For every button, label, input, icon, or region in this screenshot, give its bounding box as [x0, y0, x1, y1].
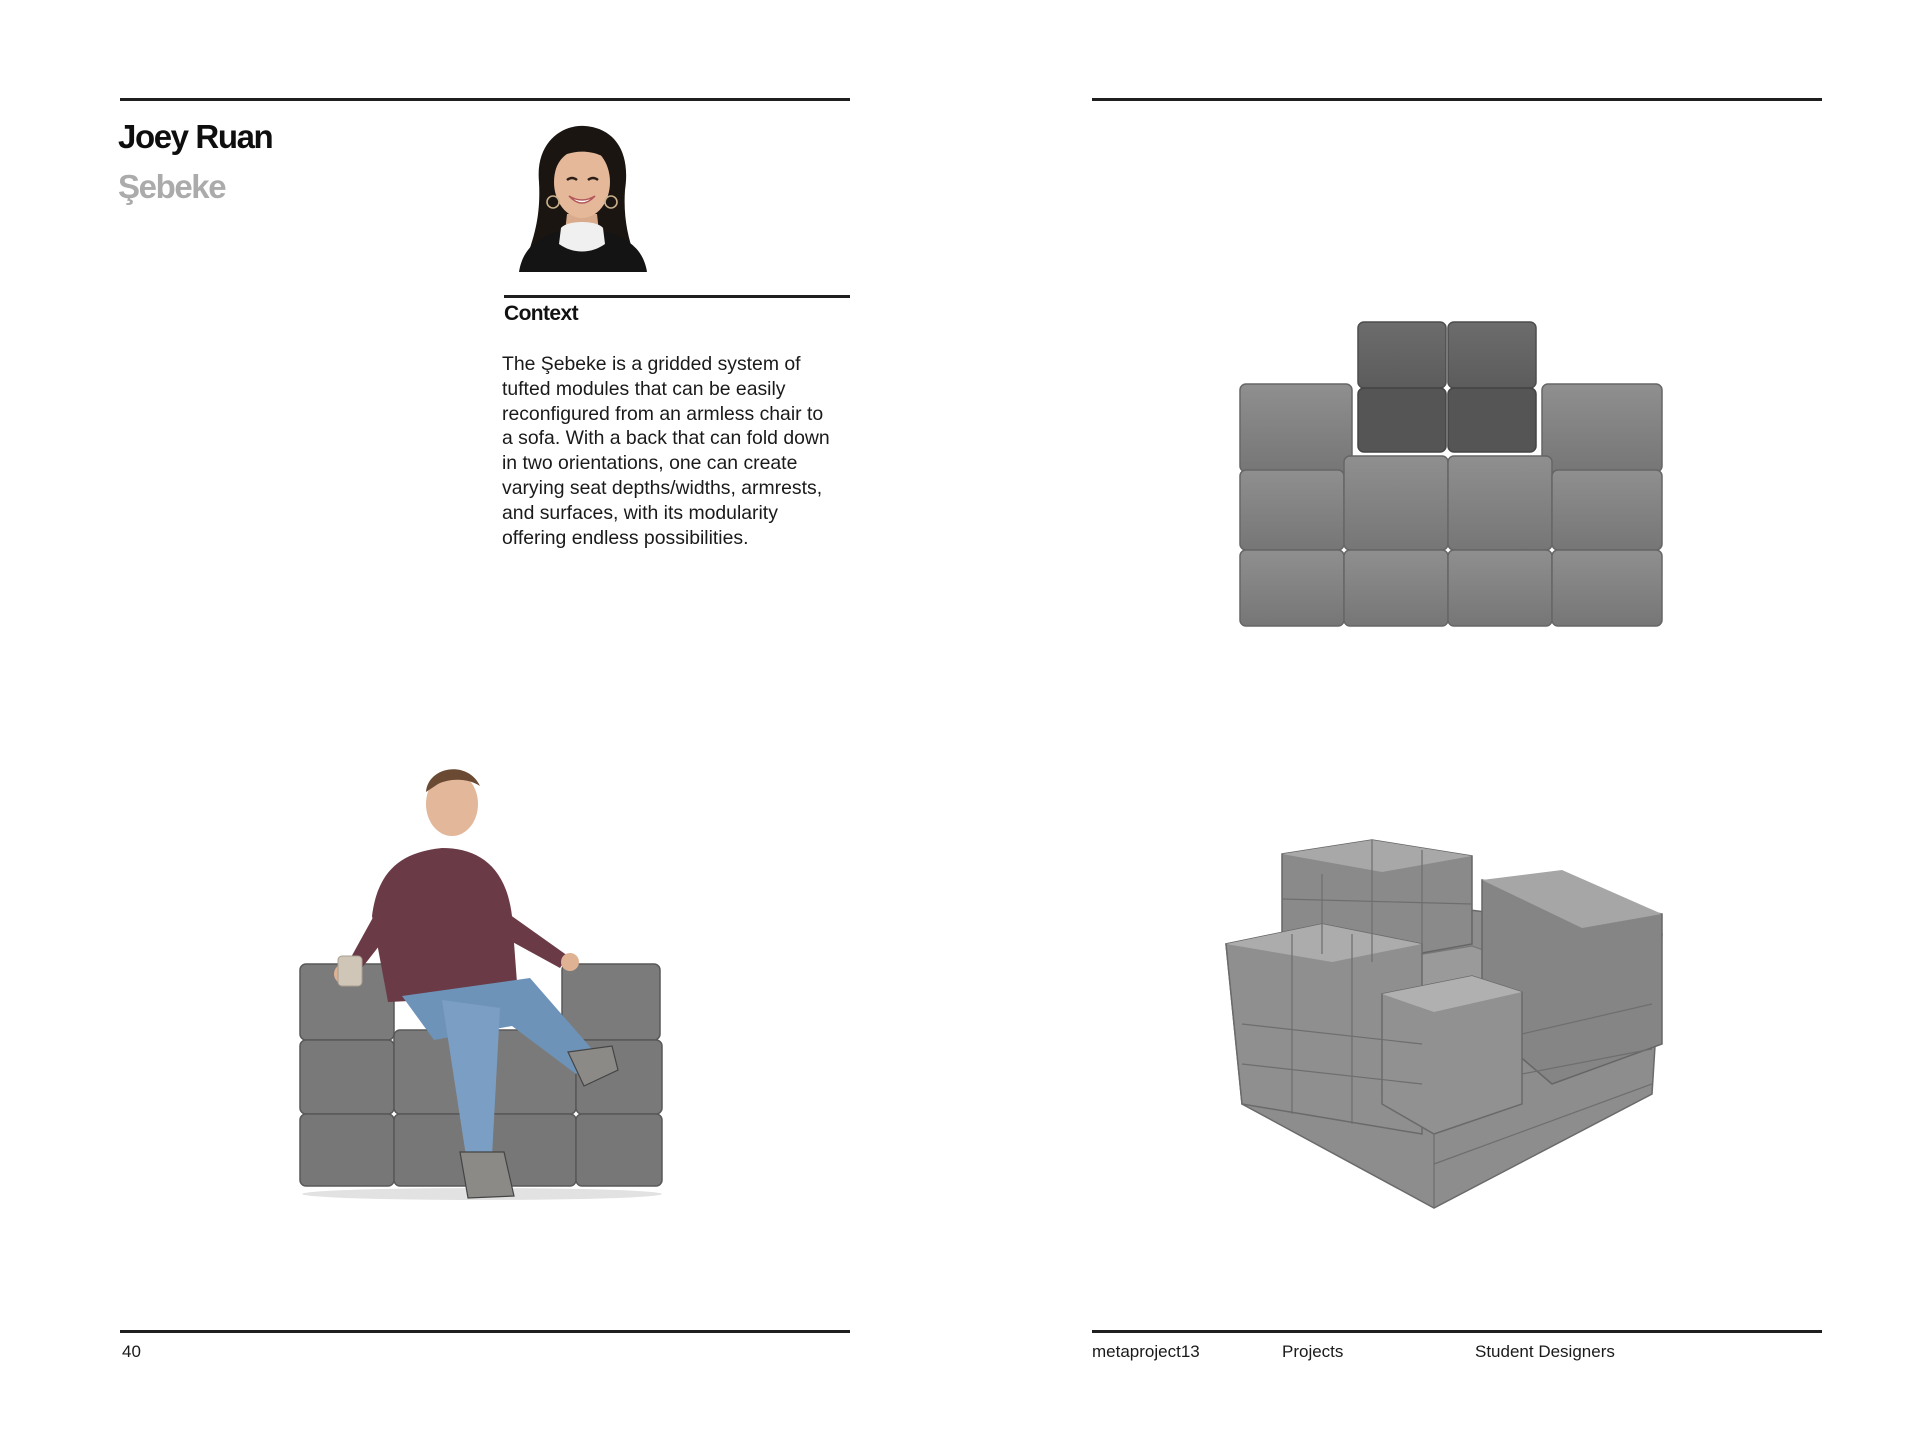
left-page-bottom-rule [120, 1330, 850, 1333]
person-seated-on-chair-photo [292, 756, 676, 1230]
chair-angled-view-photo [1222, 834, 1668, 1214]
designer-portrait [505, 120, 657, 272]
context-line: varying seat depths/widths, armrests, [502, 476, 823, 499]
context-line: a sofa. With a back that can fold down [502, 427, 830, 450]
context-line: and surfaces, with its modularity [502, 501, 778, 524]
context-rule [504, 295, 850, 298]
context-line: reconfigured from an armless chair to [502, 402, 824, 425]
page-number: 40 [122, 1342, 141, 1361]
designer-name: Joey Ruan [118, 118, 273, 155]
context-line: offering endless possibilities. [502, 526, 749, 549]
right-page-top-rule [1092, 98, 1822, 101]
project-name: Şebeke [118, 168, 226, 205]
context-line: in two orientations, one can create [502, 452, 798, 475]
right-page-bottom-rule [1092, 1330, 1822, 1333]
footer-section: Projects [1282, 1342, 1344, 1361]
context-paragraph [502, 352, 850, 550]
context-line: The Şebeke is a gridded system of [502, 353, 801, 375]
context-heading: Context [504, 302, 578, 325]
context-line: tufted modules that can be easily [502, 377, 786, 400]
left-page-top-rule [120, 98, 850, 101]
footer-publication: metaproject13 [1092, 1342, 1200, 1361]
footer-subsection: Student Designers [1475, 1342, 1615, 1361]
chair-front-view-photo [1236, 318, 1670, 630]
